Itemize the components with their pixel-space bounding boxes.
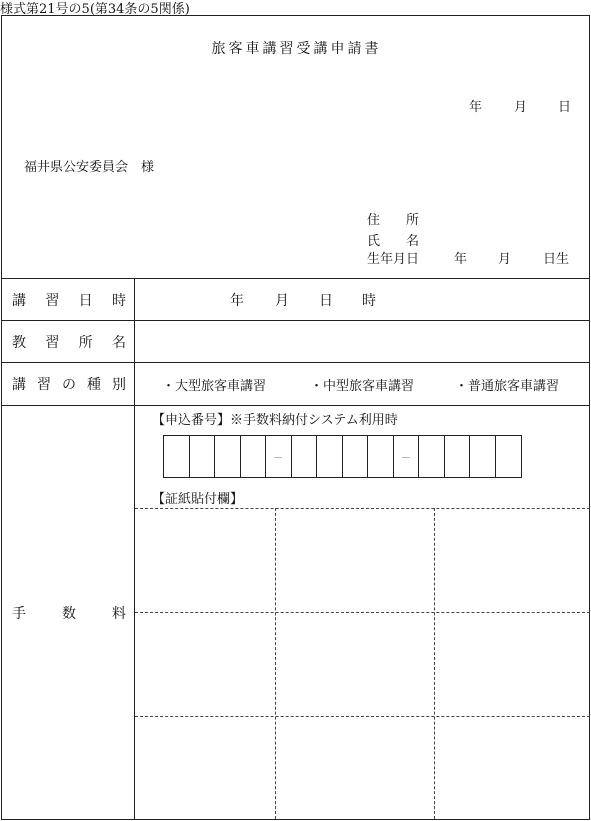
birthdate-label: 生年月日 [367,252,420,267]
digit-box[interactable] [419,436,445,477]
row-label-kind: 講 習 の 種 別 [12,377,126,393]
school-name-field[interactable] [135,321,590,362]
name-label: 氏 名 [367,234,420,249]
row-label-date-time: 講 習 日 時 [12,292,126,309]
separator-box: － [394,436,420,477]
option-medium-passenger[interactable]: ・中型旅客車講習 [310,379,415,394]
row-label-school: 教 習 所 名 [12,334,126,351]
digit-box[interactable] [292,436,318,477]
digit-box[interactable] [164,436,190,477]
course-month-label: 月 [275,293,289,309]
digit-box[interactable] [368,436,394,477]
option-large-passenger[interactable]: ・大型旅客車講習 [162,379,267,394]
address-label: 住 所 [367,213,420,228]
addressee: 福井県公安委員会 様 [24,160,155,175]
stamp-grid-line [135,612,590,613]
date-day-label: 日 [558,100,572,115]
row-label-fee: 手 数 料 [12,605,126,622]
birth-year-label: 年 [454,252,468,267]
date-month-label: 月 [514,100,528,115]
digit-box[interactable] [241,436,267,477]
application-number-heading: 【申込番号】※手数料納付システム利用時 [152,413,398,428]
digit-box[interactable] [445,436,471,477]
birth-month-label: 月 [498,252,512,267]
digit-box[interactable] [470,436,496,477]
digit-box[interactable] [190,436,216,477]
course-year-label: 年 [230,293,244,309]
separator-box: － [266,436,292,477]
digit-box[interactable] [215,436,241,477]
application-number-boxes [163,435,522,478]
date-year-label: 年 [469,100,483,115]
stamp-grid-line [135,716,590,717]
birth-day-label: 日生 [543,252,570,267]
form-number: 様式第21号の5(第34条の5関係) [0,2,190,17]
stamp-grid-line [434,508,435,819]
course-hour-label: 時 [362,293,376,309]
option-regular-passenger[interactable]: ・普通旅客車講習 [455,379,560,394]
stamp-area-heading: 【証紙貼付欄】 [152,492,244,507]
application-form [1,15,590,820]
digit-box[interactable] [496,436,522,477]
stamp-grid-line [135,508,590,509]
stamp-grid-line [275,508,276,819]
course-day-label: 日 [319,293,333,309]
digit-box[interactable] [317,436,343,477]
digit-box[interactable] [343,436,369,477]
form-title: 旅客車講習受講申請書 [211,41,382,57]
